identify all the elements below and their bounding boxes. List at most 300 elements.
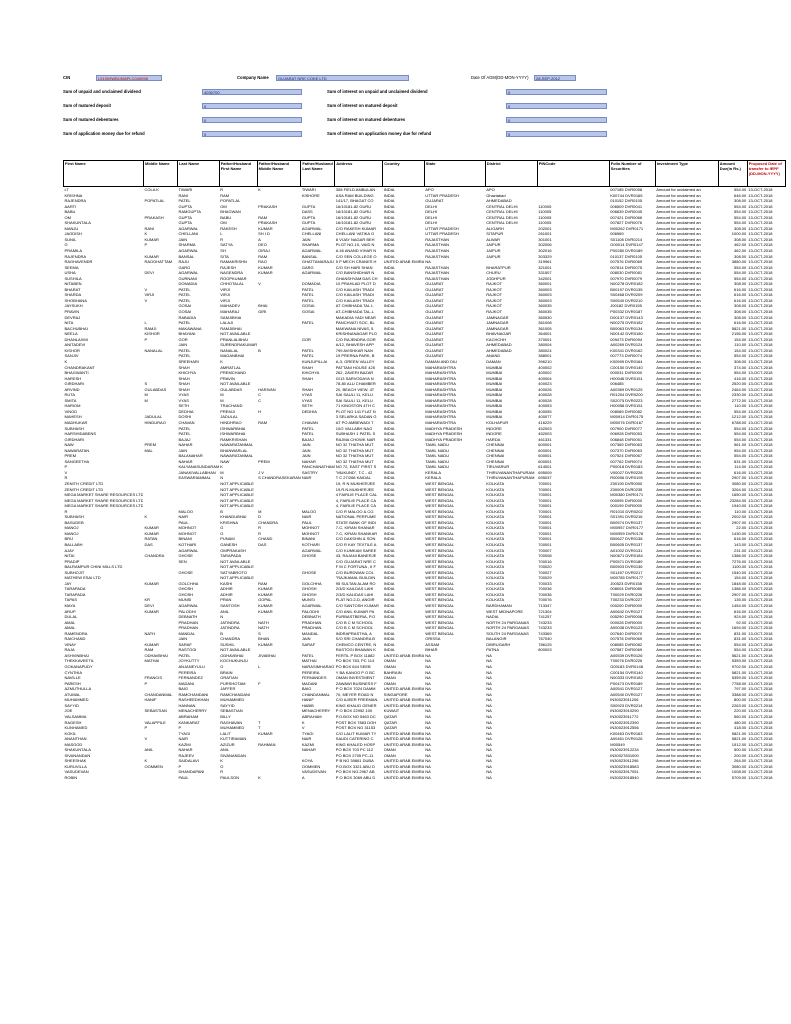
- cell-investment-type: Amount for unclaimed an: [656, 525, 701, 531]
- cell-father-last-name: KAZMI: [301, 741, 315, 747]
- cell-father-first-name: PRANLALBHAI: [220, 336, 248, 342]
- cell-address: C/O KUMKAM SAREE: [335, 547, 377, 553]
- cell-amount-due: 2772.00: [731, 397, 747, 403]
- cell-proposed-date: 13-OCT-2018: [748, 525, 773, 531]
- cell-address: CHELLANI VATIKA O: [335, 231, 375, 237]
- company-name-label: Company Name: [237, 75, 269, 80]
- cell-folio-number: B00605 DVR0137: [610, 542, 643, 547]
- cell-last-name: GOSAI: [178, 303, 192, 309]
- cell-father-first-name: NOT APPLICABLE: [220, 575, 254, 581]
- cell-father-first-name: K: [220, 464, 223, 470]
- cell-last-name: KHICHYA: [178, 370, 196, 376]
- cell-investment-type: Amount for unclaimed an: [656, 591, 701, 597]
- cell-amount-due: 554.00: [734, 275, 747, 281]
- cell-pincode: 767040: [538, 636, 552, 642]
- cell-proposed-date: 13-OCT-2018: [748, 248, 773, 254]
- cell-proposed-date: 13-OCT-2018: [748, 414, 773, 420]
- interest-unpaid-dividend-label: Sum of interest on unpaid and unclaimed dividend: [327, 89, 428, 94]
- cell-father-middle-name: NATH: [258, 619, 269, 625]
- matured-debentures-field[interactable]: 0: [202, 117, 302, 123]
- cell-proposed-date: 13-OCT-2018: [748, 320, 773, 326]
- cell-district: AHMEDABAD: [486, 342, 512, 348]
- cell-father-middle-name: NATH: [258, 625, 269, 631]
- col-header-last-name: Last Name: [177, 161, 219, 187]
- cell-folio-number: IN30023912390: [610, 719, 639, 725]
- cell-investment-type: Amount for unclaimed an: [656, 741, 701, 747]
- cell-father-first-name: OM: [220, 203, 227, 209]
- interest-matured-deposit-field[interactable]: 0: [506, 103, 607, 109]
- cell-proposed-date: 13-OCT-2018: [748, 708, 773, 714]
- cell-father-last-name: GUPTA: [301, 203, 316, 209]
- cell-father-last-name: K: [301, 719, 305, 725]
- cell-amount-due: 3080.00: [731, 763, 747, 769]
- cell-folio-number: IN30023911296: [610, 758, 639, 764]
- cell-father-first-name: M: [220, 397, 224, 403]
- cell-address: SAUDI CATERING C: [335, 736, 374, 742]
- cell-pincode: 400055: [538, 408, 552, 414]
- cell-father-last-name: JAIN: [301, 236, 311, 242]
- cell-first-name: JAY: [64, 580, 72, 586]
- cell-amount-due: 554.00: [734, 447, 747, 453]
- cell-first-name: SMITA: [64, 397, 77, 403]
- cell-folio-number: 008085 DVR0082: [610, 641, 643, 647]
- cell-district: NA: [486, 774, 492, 780]
- cell-folio-number: 007185 DVR0058: [610, 187, 643, 192]
- cell-father-middle-name: S: [258, 630, 261, 636]
- cell-father-middle-name: GIRAJ: [258, 248, 270, 254]
- cell-amount-due: 5821.00: [731, 730, 747, 736]
- cell-pincode: 461331: [538, 436, 552, 442]
- cell-state: GUJARAT: [425, 198, 444, 204]
- cell-amount-due: 554.00: [734, 431, 747, 437]
- interest-application-refund-field[interactable]: 0: [506, 131, 607, 137]
- cell-folio-number: 007421 DVR0066: [610, 214, 643, 220]
- cell-last-name: BINANI: [178, 536, 192, 542]
- cell-first-name: P: [64, 464, 68, 470]
- cell-proposed-date: 13-OCT-2018: [748, 353, 773, 359]
- application-refund-label: Sum of application money due for refund: [63, 131, 145, 136]
- cell-district: RAJKOT: [486, 309, 503, 315]
- col-header-father-last-name: Father/Husband Last Name: [301, 161, 335, 187]
- cell-middle-name: P: [144, 725, 148, 731]
- cell-father-last-name: AGARWAL: [301, 270, 322, 276]
- cell-proposed-date: 13-OCT-2018: [748, 664, 773, 670]
- cell-amount-due: 554.00: [734, 453, 747, 459]
- cell-investment-type: Amount for unclaimed an: [656, 370, 701, 376]
- cell-investment-type: Amount for unclaimed an: [656, 442, 701, 448]
- cell-folio-number: 007370 DVR0063: [610, 447, 643, 453]
- cell-father-first-name: KRISHNA: [220, 519, 239, 525]
- cell-father-first-name: MUHAMMED: [220, 697, 245, 703]
- cell-proposed-date: 13-OCT-2018: [748, 480, 773, 486]
- cell-district: NA: [486, 741, 492, 747]
- cell-proposed-date: 13-OCT-2018: [748, 492, 773, 498]
- cell-investment-type: Amount for unclaimed an: [656, 414, 701, 420]
- cell-investment-type: Amount for unclaimed an: [656, 353, 701, 359]
- cell-district: THIRUVANANTHAPURAM: [486, 475, 535, 481]
- cell-country: INDIA: [383, 375, 395, 381]
- cell-district: KOLKATA: [486, 519, 505, 525]
- cell-first-name: MADHUKAR: [64, 419, 88, 425]
- cell-district: THIRUVANANTHAPURAM: [486, 469, 535, 475]
- cell-proposed-date: 13-OCT-2018: [748, 364, 773, 370]
- cell-first-name: ARUP: [64, 608, 76, 614]
- cell-father-last-name: MALOO: [301, 508, 317, 514]
- matured-deposit-field[interactable]: 0: [202, 103, 302, 109]
- cell-country: UNITED ARAB EMIRA: [383, 769, 425, 775]
- cell-district: MUMBAI: [486, 386, 503, 392]
- cell-amount-due: 3080.00: [731, 480, 747, 486]
- cell-father-last-name: SHAH: [301, 386, 313, 392]
- cell-middle-name: CHANDRA: [144, 553, 165, 559]
- cell-last-name: NAIR: [178, 736, 189, 742]
- cell-state: DELHI: [425, 214, 438, 220]
- cell-address: 19, R N MUKHERJEE: [335, 480, 376, 486]
- cell-last-name: PATEL: [178, 320, 191, 326]
- agm-date-field[interactable]: 28-SEP-2012: [534, 75, 576, 81]
- cell-district: NA: [486, 664, 492, 670]
- cell-address: C/O SH HARI SHAN: [335, 264, 373, 270]
- cell-proposed-date: 13-OCT-2018: [748, 575, 773, 581]
- cell-investment-type: Amount for unclaimed an: [656, 652, 701, 658]
- cell-investment-type: Amount for unclaimed an: [656, 364, 701, 370]
- cell-district: CHENNAI: [486, 453, 505, 459]
- cell-investment-type: Amount for unclaimed an: [656, 225, 701, 231]
- cell-last-name: BAJAJ: [178, 436, 191, 442]
- cell-pincode: 600001: [538, 442, 552, 448]
- cell-middle-name: [143, 775, 177, 781]
- cell-father-last-name: PATEL: [301, 347, 314, 353]
- cell-investment-type: Amount for unclaimed an: [656, 458, 701, 464]
- cell-folio-number: R01010 DVR0202: [610, 508, 643, 514]
- cell-proposed-date: 13-OCT-2018: [748, 397, 773, 403]
- interest-matured-debentures-field[interactable]: 0: [506, 117, 607, 123]
- cell-amount-due: 554.00: [734, 187, 747, 192]
- cell-father-first-name: PRAN: [220, 597, 232, 603]
- cell-pincode: 360003: [538, 297, 552, 303]
- cell-father-last-name: MENACHERRY: [301, 708, 331, 714]
- cell-investment-type: Amount for unclaimed an: [656, 314, 701, 320]
- cell-folio-number: N00333 DVR0182: [610, 675, 643, 681]
- cell-country: INDIA: [383, 469, 395, 475]
- cell-folio-number: S02075 DVR0223: [610, 397, 643, 403]
- cell-father-last-name: PATEL: [301, 286, 314, 292]
- cell-father-first-name: RAMKRISHAN: [220, 436, 247, 442]
- cell-address: 10 PRAHLAD PLOT D: [335, 281, 376, 287]
- cell-father-first-name: MAHADEV: [220, 303, 241, 309]
- cell-address: PATTANI HOUSE 425: [335, 364, 375, 370]
- cell-pincode: 361005: [538, 325, 552, 331]
- cell-proposed-date: 13-OCT-2018: [748, 314, 773, 320]
- cell-district: KOLKATA: [486, 575, 505, 581]
- cell-state: MAHARASHTRA: [425, 397, 456, 403]
- cell-district: CENTRAL DELHI: [486, 203, 518, 209]
- cell-first-name: RAGESH: [64, 719, 82, 725]
- cell-pincode: 370001: [538, 336, 552, 342]
- cell-address: C/O R KAY TEXTILE A: [335, 542, 377, 547]
- cell-state: UTTAR PRADESH: [425, 192, 459, 198]
- cell-last-name: GHOSH: [178, 591, 194, 597]
- cell-state: BIHAR: [425, 647, 438, 653]
- cell-first-name: KRISHNA: [64, 192, 83, 198]
- cell-investment-type: Amount for unclaimed an: [656, 547, 701, 553]
- cell-folio-number: S01497 DVR0217: [610, 569, 643, 575]
- cell-pincode: 700001: [538, 492, 552, 498]
- cell-middle-name: L: [144, 320, 147, 326]
- cell-district: NA: [486, 686, 492, 692]
- cell-father-middle-name: R: [258, 525, 262, 531]
- cell-district: KACHCHH: [486, 336, 507, 342]
- cell-district: Ghaziabad: [486, 192, 506, 198]
- cell-father-first-name: RAMAKRISHN: [220, 259, 247, 265]
- cell-father-last-name: NAIR: [301, 736, 312, 742]
- cell-father-first-name: SEBASTIAN: [220, 708, 243, 714]
- cell-state: ORISSA: [425, 636, 441, 642]
- cell-pincode: 321001: [538, 264, 552, 270]
- cell-investment-type: Amount for unclaimed an: [656, 641, 701, 647]
- cell-district: MUMBAI: [486, 381, 503, 387]
- cell-investment-type: Amount for unclaimed an: [656, 286, 701, 292]
- cell-proposed-date: 13-OCT-2018: [748, 436, 773, 442]
- cell-father-middle-name: KUMAR: [258, 225, 273, 231]
- cell-state: RAJASTHAN: [425, 236, 450, 242]
- cell-folio-number: K00744 DVR0165: [610, 192, 643, 198]
- cell-investment-type: Amount for unclaimed an: [656, 691, 701, 697]
- cell-father-last-name: PATEL: [301, 353, 314, 359]
- cell-middle-name: KUMAR: [144, 608, 159, 614]
- cell-father-middle-name: CHAND: [258, 536, 273, 542]
- cell-pincode: 396210: [538, 358, 552, 364]
- cell-address: AT-CHIBHADA TAL-L: [335, 309, 374, 315]
- cell-state: RAJASTHAN: [425, 253, 450, 259]
- cell-first-name: SUSHILA: [64, 275, 82, 281]
- cell-country: INDIA: [383, 603, 395, 609]
- cell-last-name: JAIN: [178, 447, 188, 453]
- cell-first-name: JAYSUKH: [64, 303, 83, 309]
- cell-last-name: GUPTA: [178, 220, 192, 226]
- cell-folio-number: 000200 DVR0000: [610, 603, 643, 609]
- cell-amount-due: 418.00: [734, 725, 747, 731]
- cell-folio-number: N00142 DVR0180: [610, 331, 643, 337]
- cell-father-middle-name: GIRI: [258, 309, 267, 315]
- cell-father-last-name: PATEL: [301, 320, 314, 326]
- cell-proposed-date: 13-OCT-2018: [748, 580, 773, 586]
- cell-amount-due: 5821.00: [731, 669, 747, 675]
- cell-first-name: TAPAS: [64, 597, 78, 603]
- cell-pincode: 302016: [538, 248, 552, 254]
- cell-district: NA: [486, 730, 492, 736]
- cell-proposed-date: 13-OCT-2018: [748, 730, 773, 736]
- cell-investment-type: Amount for unclaimed an: [656, 774, 701, 780]
- cell-first-name: ATUMAL: [64, 691, 81, 697]
- cell-father-first-name: TARAPADA: [220, 553, 242, 559]
- cell-proposed-date: 13-OCT-2018: [748, 192, 773, 198]
- cell-first-name: SHARDA: [64, 292, 82, 298]
- cell-pincode: 110005: [538, 220, 552, 226]
- cell-proposed-date: 13-OCT-2018: [748, 342, 773, 348]
- cell-father-last-name: JAIN: [301, 442, 311, 448]
- cell-first-name: HARESH: [64, 375, 82, 381]
- cell-proposed-date: 13-OCT-2018: [748, 758, 773, 764]
- cell-first-name: MAYA: [64, 603, 76, 609]
- cell-last-name: KAZMI: [178, 741, 191, 747]
- cell-state: MAHARASHTRA: [425, 381, 456, 387]
- cell-father-middle-name: F: [258, 680, 261, 686]
- cell-investment-type: Amount for unclaimed an: [656, 447, 701, 453]
- cell-pincode: [537, 775, 609, 781]
- cell-first-name: VASUDEVAN: [64, 769, 89, 775]
- cell-district: JAIPUR: [486, 253, 501, 259]
- cell-father-middle-name: KUMAR: [258, 641, 273, 647]
- cell-district: NA: [486, 758, 492, 764]
- cell-proposed-date: 13-OCT-2018: [748, 686, 773, 692]
- cell-country: INDIA: [383, 497, 395, 503]
- cell-country: INDIA: [383, 325, 395, 331]
- cell-last-name: GUPTA: [178, 203, 192, 209]
- cell-father-last-name: PALODHI: [301, 608, 320, 614]
- cell-last-name: NAIR: [178, 514, 189, 520]
- cell-country: BAHRAIN: [383, 669, 402, 675]
- cell-proposed-date: 13-OCT-2018: [748, 652, 773, 658]
- cell-first-name: PARESH: [64, 680, 81, 686]
- cell-pincode: 110005: [538, 209, 552, 215]
- cell-investment-type: Amount for unclaimed an: [656, 309, 701, 315]
- col-header-investment-type: Investment Type: [655, 161, 718, 187]
- cell-middle-name: M: [144, 392, 148, 398]
- cell-country: INDIA: [383, 364, 395, 370]
- cell-state: WEST BENGAL: [425, 564, 455, 570]
- cell-middle-name: K: [144, 514, 148, 520]
- cell-proposed-date: 13-OCT-2018: [748, 325, 773, 331]
- cell-father-last-name: SETH: [301, 403, 313, 409]
- cell-last-name: JAIN: [178, 236, 188, 242]
- cell-pincode: 713347: [538, 603, 552, 609]
- cell-middle-name: NATH: [144, 630, 156, 636]
- cell-last-name: JANAKIVALLABHAN: [178, 469, 216, 475]
- cell-amount-due: 554.00: [734, 203, 747, 209]
- cell-amount-due: 616.00: [734, 536, 747, 542]
- cell-father-first-name: B: [220, 508, 223, 514]
- cell-folio-number: IN30023911772: [610, 713, 639, 719]
- cell-father-last-name: GUPTA: [301, 214, 316, 220]
- cell-middle-name: HINDURAO: [144, 419, 166, 425]
- cell-amount-due: 480.00: [734, 719, 747, 725]
- interest-unpaid-dividend-field[interactable]: 0: [506, 89, 607, 95]
- cell-last-name: PATEL: [178, 198, 191, 204]
- cell-country: INDIA: [383, 636, 395, 642]
- cell-address: ZAWAWI BUSINESS F: [335, 680, 377, 686]
- cell-proposed-date: 13-OCT-2018: [748, 691, 773, 697]
- cell-father-middle-name: DEO: [258, 242, 267, 248]
- application-refund-field[interactable]: 0: [202, 131, 302, 137]
- cell-father-first-name: ROOPKUMAR: [220, 275, 247, 281]
- cell-district: ALIGARH: [486, 225, 504, 231]
- cell-pincode: 700007: [538, 547, 552, 553]
- cell-address: Y BA KANOO P O BC: [335, 669, 375, 675]
- cell-folio-number: A00541 DVR0127: [610, 686, 643, 692]
- cell-address: AT CHIBHADA TAL L: [335, 303, 374, 309]
- cell-father-last-name: MANDAL: [301, 630, 319, 636]
- cell-pincode: 700016: [538, 558, 552, 564]
- cell-pincode: 800003: [538, 647, 552, 653]
- cell-state: TAMIL NADU: [425, 453, 450, 459]
- cell-country: INDIA: [383, 464, 395, 470]
- cell-proposed-date: 13-OCT-2018: [748, 198, 773, 204]
- cell-investment-type: Amount for unclaimed an: [656, 347, 701, 353]
- cell-amount-due: 5821.00: [731, 736, 747, 742]
- cell-last-name: KOTHARI: [178, 542, 197, 547]
- cell-folio-number: M00549: [610, 741, 625, 747]
- cell-pincode: 600001: [538, 447, 552, 453]
- cell-father-last-name: FERNANDES: [301, 675, 327, 681]
- cell-state: MAHARASHTRA: [425, 419, 456, 425]
- cell-state: MAHARASHTRA: [425, 408, 456, 414]
- company-name-field[interactable]: GUJARAT NRE COKE LTD: [276, 75, 409, 81]
- cell-proposed-date: 13-OCT-2018: [748, 591, 773, 597]
- cell-father-last-name: SARAF: [301, 641, 316, 647]
- cell-father-first-name: VIRJI: [220, 286, 231, 292]
- cell-middle-name: VALAPPILE: [144, 719, 166, 725]
- cell-country: INDIA: [383, 358, 395, 364]
- cell-address: C/O ANIL KUMAR PA: [335, 608, 375, 614]
- cell-last-name: GURNANI: [178, 275, 197, 281]
- cell-proposed-date: 13-OCT-2018: [748, 519, 773, 525]
- cell-folio-number: K00599 DVR0164: [610, 358, 643, 364]
- cell-father-first-name: VIRJI: [220, 292, 231, 298]
- cell-father-first-name: SAYYID: [220, 702, 235, 708]
- unpaid-dividend-field[interactable]: 4030700: [202, 89, 302, 95]
- cell-state: NA: [425, 774, 431, 780]
- cell-first-name: HARIOM: [64, 403, 81, 409]
- cell-last-name: DOSHI: [178, 414, 192, 420]
- cell-country: INDIA: [383, 586, 395, 592]
- cell-district: MUMBAI: [486, 414, 503, 420]
- cell-last-name: RAMCHANDANI: [178, 691, 209, 697]
- cell-district: BHARATPUR: [486, 264, 511, 270]
- cell-address: 7-C, KIRAN SHANAR: [335, 525, 375, 531]
- cell-country: INDIA: [383, 192, 395, 198]
- cell-middle-name: V: [144, 286, 148, 292]
- cell-state: UTTAR PRADESH: [425, 225, 459, 231]
- cell-father-first-name: R: [220, 769, 224, 775]
- cell-father-last-name: VASUDEVAN: [301, 769, 326, 775]
- cell-first-name: AARTI: [64, 203, 77, 209]
- cell-investment-type: Amount for unclaimed an: [656, 603, 701, 609]
- cell-country: INDIA: [383, 214, 395, 220]
- cell-father-first-name: KASHI: [220, 580, 233, 586]
- cell-father-first-name: NOT AVAILABLE: [220, 331, 251, 337]
- cell-father-last-name: KHICHYA: [301, 370, 320, 376]
- cell-father-middle-name: K: [258, 187, 261, 192]
- cell-last-name: KANKARAT: [178, 719, 200, 725]
- cin-field[interactable]: L51909WB1986PLC040098: [96, 75, 162, 81]
- cell-state: NA: [425, 652, 431, 658]
- cell-state: MAHARASHTRA: [425, 403, 456, 409]
- cell-middle-name: MATHAI: [144, 658, 160, 664]
- cell-pincode: 110005: [538, 214, 552, 220]
- cell-father-first-name: NAGENDRA: [220, 270, 243, 276]
- cell-last-name: BHAYANI: [178, 331, 196, 337]
- cell-investment-type: Amount for unclaimed an: [656, 386, 701, 392]
- cell-amount-due: 5821.00: [731, 325, 747, 331]
- cell-country: INDIA: [383, 619, 395, 625]
- cell-last-name: PATEL: [178, 286, 191, 292]
- cell-folio-number: M00957 DVR0177: [610, 525, 644, 531]
- cell-proposed-date: 13-OCT-2018: [748, 774, 773, 780]
- cell-father-first-name: BHAGWAN: [220, 209, 241, 215]
- cell-amount-due: 3264.00: [731, 486, 747, 492]
- cell-address: C/O B C M SCHOOL: [335, 619, 374, 625]
